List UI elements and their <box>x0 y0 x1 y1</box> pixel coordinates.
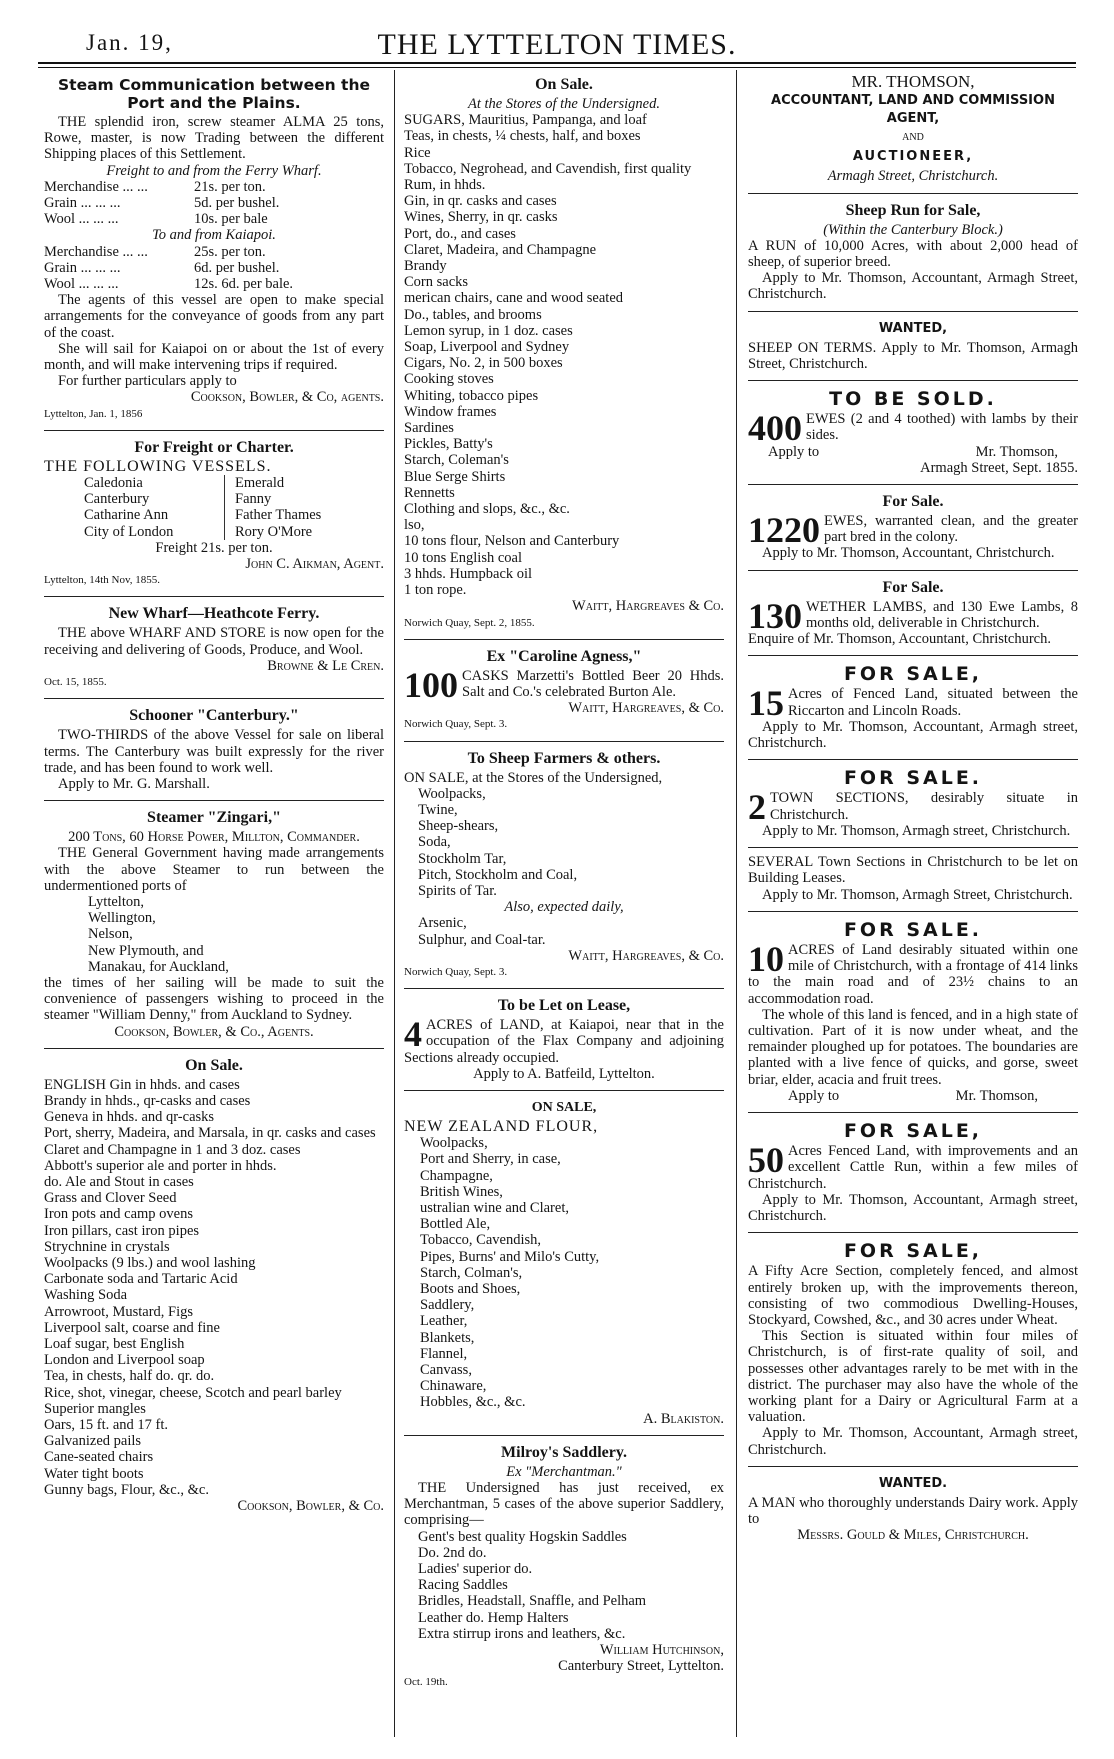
advert-heading: FOR SALE. <box>843 767 983 790</box>
list-item: 10 tons English coal <box>404 549 523 566</box>
agent-name: MR. THOMSON, <box>851 72 975 91</box>
list-item: Port, do., and cases <box>404 225 516 242</box>
column-divider <box>736 70 737 1737</box>
list-item: Rum, in hhds. <box>404 177 486 194</box>
masthead <box>38 18 1076 61</box>
advert-heading: On Sale. <box>185 1056 243 1074</box>
vessel-name: Fanny <box>235 491 272 508</box>
advert-body: Acres Fenced Land, with improvements and an excellent Cattle Run, within a few miles of Christchurch. <box>748 1143 1078 1192</box>
advert-body: Acres of Fenced Land, situated between the Riccarton and Lincoln Roads. <box>788 686 1078 719</box>
advert-body: THE General Government having made arrangements with the above Steamer to run between the undermentioned ports of <box>44 845 384 894</box>
list-item: Cooking stoves <box>404 371 494 388</box>
land-50-advert <box>748 1112 1078 1224</box>
list-item: Liverpool salt, coarse and fine <box>44 1319 220 1336</box>
rate-value: 5d. per bushel. <box>194 195 280 212</box>
ports-list <box>44 894 384 975</box>
signature: William Hutchinson, <box>599 1642 724 1659</box>
list-item: Canvass, <box>420 1362 472 1379</box>
list-item: Saddlery, <box>420 1297 475 1314</box>
sheep-farmers-advert <box>404 741 724 981</box>
header-rule <box>38 62 1076 64</box>
list-item: London and Liverpool soap <box>44 1352 205 1369</box>
rate-item: Merchandise ... ... <box>44 243 148 260</box>
list-item: Flannel, <box>420 1345 468 1362</box>
port-name: Manakau, for Auckland, <box>88 958 229 975</box>
advert-heading: Milroy's Saddlery. <box>501 1443 627 1461</box>
land-10-advert <box>748 911 1078 1104</box>
advert-heading: Steamer "Zingari," <box>147 809 281 827</box>
signature: Waitt, Hargreaves & Co. <box>572 598 724 615</box>
list-item: Starch, Coleman's <box>404 452 509 469</box>
apply-line: Apply to Mr. Thomson, Armagh Street, Christchurch. <box>762 886 1073 903</box>
advert-body: The whole of this land is fenced, and in a high state of cultivation. Part of it is now under wheat, and the remainder ploughed up for potatoes. The boundaries are planted with a live fence of quicks, and gorse, sweet briar, elder, acacia and fruit trees. <box>748 1006 1078 1088</box>
vessel-list <box>44 475 384 540</box>
list-item: Chinaware, <box>420 1378 487 1395</box>
advert-heading: TO BE SOLD. <box>829 388 997 411</box>
list-item: Bottled Ale, <box>420 1216 491 1233</box>
signature: A. Blakiston. <box>643 1410 724 1427</box>
list-item: Arrowroot, Mustard, Figs <box>44 1303 194 1320</box>
agent-address: Armagh Street, Christchurch. <box>827 168 999 185</box>
list-item: Do., tables, and brooms <box>404 306 542 323</box>
list-item: Racing Saddles <box>418 1577 508 1594</box>
advert-body: For further particulars apply to <box>58 373 237 390</box>
advert-heading: WANTED. <box>878 1475 948 1491</box>
advert-heading: Ex "Caroline Agness," <box>486 647 642 665</box>
nz-flour-advert <box>404 1090 724 1427</box>
list-item: Pickles, Batty's <box>404 436 493 453</box>
steam-advert <box>44 76 384 422</box>
rate-item: Merchandise ... ... <box>44 178 148 195</box>
signature: Waitt, Hargreaves, & Co. <box>568 947 724 964</box>
onsale-advert-1 <box>44 1048 384 1514</box>
list-item: Oars, 15 ft. and 17 ft. <box>44 1417 169 1434</box>
advert-body: A MAN who thoroughly understands Dairy work. Apply to <box>748 1494 1078 1527</box>
port-name: Nelson, <box>88 926 133 943</box>
advert-heading: For Sale. <box>882 578 944 596</box>
advert-heading: FOR SALE. <box>843 918 983 941</box>
dateline: Norwich Quay, Sept. 3. <box>404 965 508 978</box>
list-item: Rice, shot, vinegar, cheese, Scotch and pearl barley <box>44 1384 342 1401</box>
list-item: do. Ale and Stout in cases <box>44 1173 194 1190</box>
advert-heading: To Sheep Farmers & others. <box>467 749 661 767</box>
advert-heading: To be Let on Lease, <box>497 997 631 1015</box>
column-2 <box>404 74 724 1691</box>
apply-line: Apply to Mr. Thomson, Accountant, Armagh Street, Christchurch. <box>748 270 1078 303</box>
apply-line: Apply to Mr. Thomson, Armagh street, Christchurch. <box>762 822 1071 839</box>
vessel-name: Caledonia <box>84 475 143 492</box>
list-item: Claret, Madeira, and Champagne <box>404 241 597 258</box>
dateline: Lyttelton, Jan. 1, 1856 <box>44 407 143 420</box>
quantity-number: 130 <box>748 595 802 636</box>
wharf-advert <box>44 596 384 690</box>
advert-body: This Section is situated within four miles of Christchurch, is of first-rate quality of soil, and possesses other advantages rarely to be met with in the district. The purchaser may also have the whole of the working plant for a Dairy or Agricultural Farm at a valuation. <box>748 1328 1078 1426</box>
several-sections-advert <box>748 847 1078 903</box>
advert-heading: For Sale. <box>882 493 944 511</box>
advert-heading: FOR SALE, <box>843 1240 983 1263</box>
list-item: 1 ton rope. <box>404 582 467 599</box>
rate-item: Grain ... ... ... <box>44 259 121 276</box>
list-item: Champagne, <box>420 1167 493 1184</box>
apply-line: Apply to Mr. Thomson, Accountant, Christchurch. <box>762 545 1055 562</box>
rate-value: 10s. per bale <box>194 211 268 228</box>
advert-body: TOWN SECTIONS, desirably situate in Christchurch. <box>770 790 1078 823</box>
list-item: Tobacco, Negrohead, and Cavendish, first quality <box>404 160 692 177</box>
signature: Browne & Le Cren. <box>267 657 384 674</box>
advert-heading: Schooner "Canterbury." <box>129 707 299 725</box>
apply-line: Apply to Mr. Thomson, Accountant, Armagh street, Christchurch. <box>748 1191 1078 1224</box>
list-item: Carbonate soda and Tartaric Acid <box>44 1271 238 1288</box>
advert-heading: Sheep Run for Sale, <box>845 201 981 219</box>
quantity-number: 2 <box>748 787 766 828</box>
list-item: ustralian wine and Claret, <box>420 1199 569 1216</box>
list-item: Arsenic, <box>418 915 467 932</box>
quantity-number: 50 <box>748 1140 784 1181</box>
list-item: Strychnine in crystals <box>44 1238 170 1255</box>
vessel-name: Rory O'More <box>235 523 313 540</box>
list-item: Sheep-shears, <box>418 818 499 835</box>
list-item: Gin, in qr. casks and cases <box>404 193 557 210</box>
list-item: Cane-seated chairs <box>44 1449 154 1466</box>
rate-item: Grain ... ... ... <box>44 195 121 212</box>
agent-role: ACCOUNTANT, LAND AND COMMISSION AGENT, <box>771 93 1055 127</box>
list-item: Boots and Shoes, <box>420 1281 521 1297</box>
advert-heading: FOR SALE, <box>843 1119 983 1142</box>
list-item: Cigars, No. 2, in 500 boxes <box>404 355 563 372</box>
list-item: Grass and Clover Seed <box>44 1190 177 1207</box>
advert-body: SEVERAL Town Sections in Christchurch to be let on Building Leases. <box>748 854 1078 887</box>
advert-intro: THE FOLLOWING VESSELS. <box>44 457 272 475</box>
rate-value: 6d. per bushel. <box>194 259 280 276</box>
port-name: Wellington, <box>88 910 156 927</box>
advert-body: EWES (2 and 4 toothed) with lambs by their sides. <box>806 411 1078 444</box>
apply-line: Apply to Mr. G. Marshall. <box>58 775 210 792</box>
newspaper-title: THE LYTTELTON TIMES. <box>377 28 737 61</box>
vessel-name: Canterbury <box>84 491 150 508</box>
quantity-number: 4 <box>404 1014 422 1055</box>
wether-advert <box>748 570 1078 648</box>
fenced-15-advert <box>748 655 1078 751</box>
list-item: Port, sherry, Madeira, and Marsala, in qr. casks and cases <box>44 1125 376 1142</box>
list-item: Water tight boots <box>44 1465 144 1482</box>
list-item: Whiting, tobacco pipes <box>404 387 539 404</box>
advert-heading: WANTED, <box>878 320 948 336</box>
dateline: Oct. 15, 1855. <box>44 676 107 689</box>
rate-item: Wool ... ... ... <box>44 276 119 293</box>
advert-subheading: (Within the Canterbury Block.) <box>823 221 1003 238</box>
list-item: Geneva in hhds. and qr-casks <box>44 1109 215 1126</box>
schooner-advert <box>44 698 384 792</box>
header-rule-thin <box>38 67 1076 68</box>
list-item: Corn sacks <box>404 274 469 291</box>
advert-heading: ON SALE, <box>531 1099 597 1115</box>
advert-body: THE splendid iron, screw steamer ALMA 25 tons, Rowe, master, is now Trading between the different Shipping places of this Settlement. <box>44 114 384 163</box>
list-item: Clothing and slops, &c., &c. <box>404 501 570 518</box>
list-item: Bridles, Headstall, Snaffle, and Pelham <box>418 1593 647 1610</box>
list-item: Iron pillars, cast iron pipes <box>44 1222 200 1239</box>
list-item: Tobacco, Cavendish, <box>420 1232 541 1249</box>
list-item: Window frames <box>404 403 497 420</box>
goods-list <box>404 112 724 598</box>
list-item: Stockholm Tar, <box>418 850 507 867</box>
list-item: Gent's best quality Hogskin Saddles <box>418 1528 627 1545</box>
advert-body: The agents of this vessel are open to make special arrangements for the conveyance of goods from any part of the coast. <box>44 292 384 341</box>
goods-list <box>44 1077 384 1498</box>
advert-body: ACRES of Land desirably situated within one mile of Christchurch, with a frontage of 414 links to the main road and of 23½ chains to an accommodation road. <box>748 941 1078 1007</box>
rate-value: 21s. per ton. <box>194 178 266 195</box>
fifty-acre-section-advert <box>748 1232 1078 1458</box>
apply-line: Apply to <box>768 443 820 460</box>
ewes-400-advert <box>748 380 1078 476</box>
advert-heading: On Sale. <box>535 76 593 93</box>
caroline-advert <box>404 639 724 733</box>
list-item: Ladies' superior do. <box>418 1561 533 1578</box>
quantity-number: 1220 <box>748 510 820 551</box>
agent-role: AUCTIONEER, <box>852 149 974 165</box>
advert-intro: NEW ZEALAND FLOUR, <box>404 1117 599 1135</box>
list-item: Leather do. Hemp Halters <box>418 1609 569 1626</box>
agent-and: AND <box>902 132 924 144</box>
advert-body: WETHER LAMBS, and 130 Ewe Lambs, 8 months old, deliverable in Christchurch. <box>806 598 1078 631</box>
list-item: Woolpacks, <box>418 785 486 802</box>
saddlery-advert <box>404 1435 724 1691</box>
list-item: Brandy <box>404 258 447 275</box>
advert-body: CASKS Marzetti's Bottled Beer 20 Hhds. Salt and Co.'s celebrated Burton Ale. <box>462 667 724 700</box>
list-item: Iron pots and camp ovens <box>44 1206 193 1223</box>
advert-body: the times of her sailing will be made to suit the convenience of passengers wishing to proceed in the steamer "William Denny," from Auckland to Sydney. <box>44 974 384 1024</box>
zingari-advert <box>44 800 384 1040</box>
sheep-run-advert <box>748 193 1078 303</box>
quantity-number: 400 <box>748 408 802 449</box>
list-item: Rice <box>404 144 431 161</box>
vessel-name: Father Thames <box>235 507 322 524</box>
rate-value: 12s. 6d. per bale. <box>194 276 294 293</box>
freight-rate: Freight 21s. per ton. <box>155 539 273 556</box>
advert-subheading: 200 Tons, 60 Horse Power, Millton, Commander. <box>68 829 360 846</box>
port-name: Lyttelton, <box>88 893 144 910</box>
signature: Waitt, Hargreaves, & Co. <box>568 700 724 717</box>
list-item: lso, <box>404 517 425 534</box>
list-item: Abbott's superior ale and porter in hhds. <box>44 1157 277 1174</box>
wanted-man-advert <box>748 1466 1078 1544</box>
signature: Messrs. Gould & Miles, Christchurch. <box>797 1527 1029 1544</box>
apply-row <box>748 444 1078 460</box>
issue-date: Jan. 19, <box>86 30 173 55</box>
freight-advert <box>44 430 384 589</box>
list-item: Woolpacks, <box>420 1135 488 1152</box>
list-item: Tea, in chests, half do. qr. do. <box>44 1368 215 1385</box>
dateline: Lyttelton, 14th Nov, 1855. <box>44 574 161 587</box>
dateline: Norwich Quay, Sept. 3. <box>404 718 508 731</box>
list-item: Claret and Champagne in 1 and 3 doz. cases <box>44 1141 301 1158</box>
signature-address: Canterbury Street, Lyttelton. <box>558 1658 724 1675</box>
signature: Cookson, Bowler, & Co. <box>237 1498 384 1515</box>
town-sections-advert <box>748 759 1078 839</box>
list-item: Blue Serge Shirts <box>404 468 506 485</box>
apply-name: Mr. Thomson, <box>975 443 1058 460</box>
list-item: Blankets, <box>420 1329 475 1346</box>
advert-body: THE above WHARF AND STORE is now open for the receiving and delivering of Goods, Produce, and Wool. <box>44 625 384 658</box>
advert-body: EWES, warranted clean, and the greater part bred in the colony. <box>824 513 1078 546</box>
quantity-number: 10 <box>748 938 784 979</box>
port-name: New Plymouth, and <box>88 942 204 959</box>
list-item: Gunny bags, Flour, &c., &c. <box>44 1481 209 1498</box>
apply-name: Mr. Thomson, <box>955 1087 1038 1104</box>
column-1 <box>44 74 384 1514</box>
list-item: SUGARS, Mauritius, Pampanga, and loaf <box>404 112 647 129</box>
apply-address: Armagh Street, Sept. 1855. <box>920 459 1078 476</box>
advert-intro: ON SALE, at the Stores of the Undersigned, <box>404 769 663 786</box>
list-item: Starch, Colman's, <box>420 1264 523 1281</box>
signature: Cookson, Bowler, & Co., Agents. <box>114 1023 314 1040</box>
goods-list <box>404 786 724 899</box>
goods-list <box>404 1529 724 1642</box>
list-item: Port and Sherry, in case, <box>420 1151 561 1168</box>
advert-body: THE Undersigned has just received, ex Merchantman, 5 cases of the above superior Saddlery, comprising— <box>404 1480 724 1529</box>
advert-body: She will sail for Kaiapoi on or about the 1st of every month, and will make intervening trips if required. <box>44 340 384 374</box>
advert-body: ACRES of LAND, at Kaiapoi, near that in the occupation of the Flax Company and adjoining Sections already occupied. <box>404 1017 724 1066</box>
rate-value: 25s. per ton. <box>194 243 266 260</box>
advert-subheading: Ex "Merchantman." <box>506 1463 622 1480</box>
ewes-1220-advert <box>748 484 1078 562</box>
apply-line: Apply to Mr. Thomson, Accountant, Armagh street, Christchurch. <box>748 718 1078 752</box>
list-item: Wines, Sherry, in qr. casks <box>404 209 558 226</box>
vessel-name: Emerald <box>235 475 285 492</box>
list-item: Lemon syrup, in 1 doz. cases <box>404 322 573 339</box>
list-item: merican chairs, cane and wood seated <box>404 290 624 307</box>
list-item: Extra stirrup irons and leathers, &c. <box>418 1625 626 1642</box>
list-item: Soda, <box>418 834 451 851</box>
apply-line: Apply to <box>788 1087 840 1104</box>
apply-line: Apply to Mr. Thomson, Accountant, Armagh street, Christchurch. <box>748 1425 1078 1458</box>
list-item: Spirits of Tar. <box>418 882 497 899</box>
quantity-number: 15 <box>748 683 784 724</box>
list-item: Pitch, Stockholm and Coal, <box>418 866 578 883</box>
list-item: Sulphur, and Coal-tar. <box>418 931 546 948</box>
quantity-number: 100 <box>404 664 458 705</box>
rates-heading: Freight to and from the Ferry Wharf. <box>106 162 322 179</box>
signature: Cookson, Bowler, & Co, agents. <box>190 389 384 406</box>
list-item: 10 tons flour, Nelson and Canterbury <box>404 533 620 550</box>
goods-list <box>404 1135 724 1410</box>
thomson-header <box>748 74 1078 185</box>
advert-heading: FOR SALE, <box>843 663 983 686</box>
list-item: Loaf sugar, best English <box>44 1336 185 1352</box>
advert-body: SHEEP ON TERMS. Apply to Mr. Thomson, Armagh Street, Christchurch. <box>748 339 1078 372</box>
vessel-name: City of London <box>84 523 174 540</box>
list-item: ENGLISH Gin in hhds. and cases <box>44 1076 240 1093</box>
apply-row <box>748 1088 1078 1104</box>
list-item: Sardines <box>404 420 454 437</box>
signature: John C. Aikman, Agent. <box>245 556 384 573</box>
lease-advert <box>404 988 724 1082</box>
advert-body: TWO-THIRDS of the above Vessel for sale on liberal terms. The Canterbury was built expressly for the river trade, and has been found to work well. <box>44 727 384 776</box>
advert-body: A Fifty Acre Section, completely fenced, and almost entirely broken up, with the improvements thereon, consisting of two commodious Dwelling-Houses, Stockyard, Cowshed, &c., and 30 acres under Wheat. <box>748 1263 1078 1328</box>
stores-advert <box>404 76 724 631</box>
list-item: Brandy in hhds., qr-casks and cases <box>44 1092 251 1109</box>
list-item: Do. 2nd do. <box>418 1544 487 1561</box>
list-item: Washing Soda <box>44 1287 128 1304</box>
list-item: Soap, Liverpool and Sydney <box>404 339 570 356</box>
advert-heading: For Freight or Charter. <box>134 438 294 456</box>
advert-body: A RUN of 10,000 Acres, with about 2,000 head of sheep, of superior breed. <box>748 237 1078 271</box>
list-item: Superior mangles <box>44 1400 146 1417</box>
goods-list <box>404 915 724 947</box>
list-item: Galvanized pails <box>44 1433 142 1450</box>
column-3 <box>748 74 1078 1543</box>
list-item: 3 hhds. Humpback oil <box>404 565 533 582</box>
apply-line: Enquire of Mr. Thomson, Accountant, Christchurch. <box>748 631 1051 648</box>
list-item: Twine, <box>418 801 458 818</box>
expected-line: Also, expected daily, <box>504 899 624 916</box>
vessel-name: Catharine Ann <box>84 507 169 524</box>
column-divider <box>394 70 395 1737</box>
advert-heading: Steam Communication between the Port and the Plains. <box>58 76 370 112</box>
list-item: Pipes, Burns' and Milo's Cutty, <box>420 1248 600 1265</box>
dateline: Norwich Quay, Sept. 2, 1855. <box>404 616 535 629</box>
wanted-advert <box>748 311 1078 372</box>
apply-line: Apply to A. Batfeild, Lyttelton. <box>473 1065 655 1082</box>
list-item: Teas, in chests, ¼ chests, half, and boxes <box>404 128 641 145</box>
list-item: Rennetts <box>404 484 455 501</box>
list-item: Leather, <box>420 1313 468 1330</box>
rates-heading: To and from Kaiapoi. <box>152 227 276 244</box>
rate-item: Wool ... ... ... <box>44 211 119 228</box>
advert-subheading: At the Stores of the Undersigned. <box>468 96 660 112</box>
dateline: Oct. 19th. <box>404 1676 448 1689</box>
list-item: Hobbles, &c., &c. <box>420 1394 526 1411</box>
list-item: British Wines, <box>420 1183 503 1200</box>
advert-heading: New Wharf—Heathcote Ferry. <box>108 605 320 623</box>
list-item: Woolpacks (9 lbs.) and wool lashing <box>44 1254 256 1271</box>
